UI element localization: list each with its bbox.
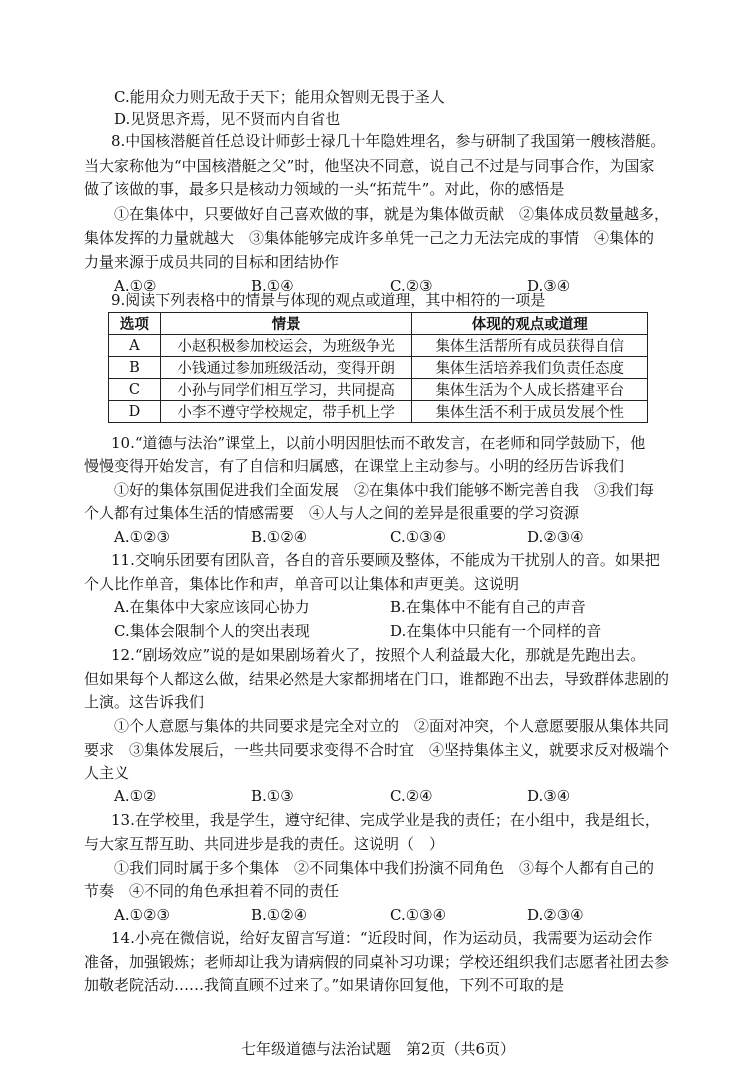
table-header-row [109, 313, 648, 335]
q7-option-d: D.见贤思齐焉，见不贤而内自省也 [114, 110, 341, 128]
q14-line: 14.小亮在微信说，给好友留言写道：“近段时间，作为运动员，我需要为运动会作 [111, 929, 653, 947]
q10-line: 10.“道德与法治”课堂上，以前小明因胆怯而不敢发言，在老师和同学鼓励下，他 [111, 434, 646, 452]
q11-option-b: B.在集体中不能有自己的声音 [390, 598, 586, 616]
q9-stem: 9.阅读下列表格中的情景与体现的观点或道理，其中相符的一项是 [111, 291, 546, 309]
q10-line: ①好的集体氛围促进我们全面发展 ②在集体中我们能够不断完善自我 ③我们每 [114, 481, 655, 499]
q13-line: 节奏 ④不同的角色承担着不同的责任 [84, 882, 340, 900]
q14-line: 准备，加强锻炼；老师却让我为请病假的同桌补习功课；学校还组织我们志愿者社团去参 [84, 953, 670, 971]
q8-line: 做了该做的事，最多只是核动力领域的一头“拓荒牛”。对此，你的感悟是 [84, 180, 565, 198]
table-cell: 小李不遵守学校规定，带手机上学 [160, 401, 412, 423]
q7-option-c: C.能用众力则无敌于天下；能用众智则无畏于圣人 [114, 88, 445, 106]
q9-table [108, 312, 648, 423]
table-cell: D [109, 401, 161, 423]
q12-option-c: C.②④ [390, 787, 433, 805]
page-footer: 七年级道德与法治试题 第2页（共6页） [240, 1040, 516, 1058]
q11-line: 个人比作单音，集体比作和声，单音可以让集体和声更美。这说明 [84, 575, 520, 593]
q11-option-d: D.在集体中只能有一个同样的音 [390, 622, 602, 640]
q11-option-c: C.集体会限制个人的突出表现 [114, 622, 310, 640]
q8-option-c: C.②③ [390, 277, 433, 295]
table-row [109, 379, 648, 401]
table-cell: 集体生活帮所有成员获得自信 [412, 335, 648, 357]
table-header-cell: 选项 [109, 313, 161, 335]
q13-option-b: B.①②④ [251, 906, 308, 924]
q12-option-d: D.③④ [527, 787, 571, 805]
q10-option-a: A.①②③ [114, 528, 170, 546]
q12-line: 12.“剧场效应”说的是如果剧场着火了，按照个人利益最大化，那就是先跑出去。 [111, 646, 646, 664]
q8-line: ①在集体中，只要做好自己喜欢做的事，就是为集体做贡献 ②集体成员数量越多， [114, 205, 670, 223]
table-row [109, 401, 648, 423]
table-cell: C [109, 379, 161, 401]
q12-option-a: A.①② [114, 787, 157, 805]
q13-line: 13.在学校里，我是学生，遵守纪律、完成学业是我的责任；在小组中，我是组长， [111, 811, 660, 829]
q8-option-a: A.①② [114, 277, 157, 295]
q8-option-b: B.①④ [251, 277, 294, 295]
q8-line: 力量来源于成员共同的目标和团结协作 [84, 253, 340, 271]
table-cell: 小孙与同学们相互学习，共同提高 [160, 379, 412, 401]
table-cell: 小钱通过参加班级活动，变得开朗 [160, 357, 412, 379]
q11-option-a: A.在集体中大家应该同心协力 [114, 598, 310, 616]
table-cell: 集体生活培养我们负责任态度 [412, 357, 648, 379]
q10-option-b: B.①②④ [251, 528, 308, 546]
table-cell: 小赵积极参加校运会，为班级争光 [160, 335, 412, 357]
q8-line: 集体发挥的力量就越大 ③集体能够完成许多单凭一己之力无法完成的事情 ④集体的 [84, 229, 655, 247]
q13-option-a: A.①②③ [114, 906, 170, 924]
q8-line: 8.中国核潜艇首任总设计师彭士禄几十年隐姓埋名，参与研制了我国第一艘核潜艇。 [111, 132, 666, 150]
table-header-cell: 情景 [160, 313, 412, 335]
q8-line: 当大家称他为“中国核潜艇之父”时，他坚决不同意，说自己不过是与同事合作，为国家 [84, 157, 655, 175]
q11-line: 11.交响乐团要有团队音，各自的音乐要顾及整体，不能成为干扰别人的音。如果把 [111, 551, 660, 569]
table-cell: 集体生活不利于成员发展个性 [412, 401, 648, 423]
q12-line: 人主义 [84, 764, 130, 782]
q13-option-d: D.②③④ [527, 906, 584, 924]
q10-line: 慢慢变得开始发言，有了自信和归属感，在课堂上主动参与。小明的经历告诉我们 [84, 457, 625, 475]
q12-line: 上演。这告诉我们 [84, 693, 205, 711]
q10-line: 个人都有过集体生活的情感需要 ④人与人之间的差异是很重要的学习资源 [84, 504, 580, 522]
q12-option-b: B.①③ [251, 787, 294, 805]
table-cell: B [109, 357, 161, 379]
table-cell: 集体生活为个人成长搭建平台 [412, 379, 648, 401]
table-row [109, 357, 648, 379]
q8-option-d: D.③④ [527, 277, 571, 295]
table-header-cell: 体现的观点或道理 [412, 313, 648, 335]
q10-option-d: D.②③④ [527, 528, 584, 546]
q13-line: 与大家互帮互助、共同进步是我的责任。这说明（ ） [84, 835, 445, 853]
table-row [109, 335, 648, 357]
q10-option-c: C.①③④ [390, 528, 447, 546]
q14-line: 加敬老院活动……我简直顾不过来了。”如果请你回复他，下列不可取的是 [84, 976, 565, 994]
q12-line: 但如果每个人都这么做，结果必然是大家都拥堵在门口，谁都跑不出去，导致群体悲剧的 [84, 670, 670, 688]
q13-option-c: C.①③④ [390, 906, 447, 924]
q13-line: ①我们同时属于多个集体 ②不同集体中我们扮演不同角色 ③每个人都有自己的 [114, 859, 655, 877]
q12-line: ①个人意愿与集体的共同要求是完全对立的 ②面对冲突，个人意愿要服从集体共同 [114, 717, 670, 735]
table-cell: A [109, 335, 161, 357]
q12-line: 要求 ③集体发展后，一些共同要求变得不合时宜 ④坚持集体主义，就要求反对极端个 [84, 741, 670, 759]
